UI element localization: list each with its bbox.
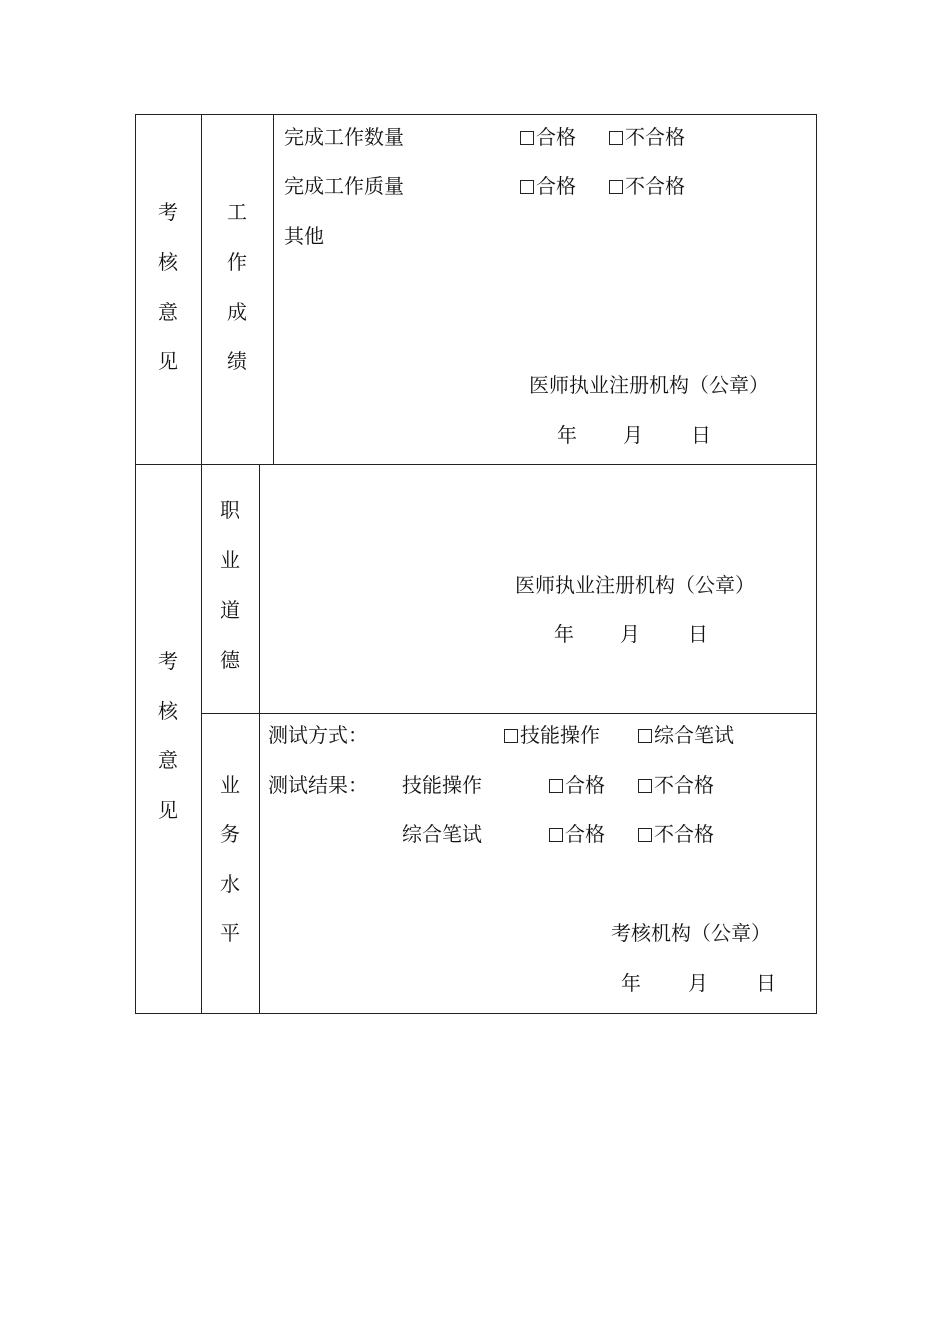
date-year: 年	[557, 423, 577, 447]
result-written-pass-option[interactable]	[549, 822, 605, 846]
date-month: 月	[623, 423, 643, 447]
result-written-label: 综合笔试	[402, 822, 482, 846]
label-char: 德	[220, 648, 240, 672]
result-practical-label: 技能操作	[402, 773, 482, 797]
date-year: 年	[554, 622, 574, 646]
result-practical-fail-option[interactable]	[638, 773, 714, 797]
checkbox-icon[interactable]	[638, 779, 652, 793]
label-char: 见	[158, 349, 178, 373]
registration-seal-label: 医师执业注册机构（公章）	[529, 373, 769, 397]
label-char: 核	[158, 250, 178, 274]
option-label: 合格	[565, 822, 605, 846]
date-year: 年	[621, 971, 641, 995]
checkbox-icon[interactable]	[638, 729, 652, 743]
work-quality-pass-option[interactable]	[520, 174, 576, 198]
section1-outer-column-line	[201, 114, 202, 464]
method-written-option[interactable]	[638, 723, 734, 747]
option-label: 合格	[536, 174, 576, 198]
result-practical-pass-option[interactable]	[549, 773, 605, 797]
section1-inner-column-line	[273, 114, 274, 464]
option-label: 不合格	[654, 773, 714, 797]
work-quantity-pass-option[interactable]	[520, 125, 576, 149]
checkbox-icon[interactable]	[549, 828, 563, 842]
option-label: 技能操作	[520, 723, 600, 747]
option-label: 合格	[536, 125, 576, 149]
test-result-label: 测试结果：	[268, 773, 368, 797]
section2-outer-column-line	[201, 464, 202, 1014]
test-method-label: 测试方式：	[268, 723, 368, 747]
work-quality-fail-option[interactable]	[609, 174, 685, 198]
ethics-skill-divider	[201, 713, 817, 714]
work-quality-label: 完成工作质量	[284, 174, 404, 198]
assessment-seal-label: 考核机构（公章）	[611, 921, 771, 945]
label-char: 业	[220, 548, 240, 572]
label-char: 业	[220, 773, 240, 797]
date-day: 日	[756, 971, 776, 995]
checkbox-icon[interactable]	[609, 131, 623, 145]
result-written-fail-option[interactable]	[638, 822, 714, 846]
option-label: 不合格	[654, 822, 714, 846]
method-practical-option[interactable]	[504, 723, 600, 747]
label-char: 绩	[227, 349, 247, 373]
other-label: 其他	[284, 224, 324, 248]
label-char: 意	[158, 300, 178, 324]
label-char: 水	[220, 872, 240, 896]
label-char: 作	[227, 250, 247, 274]
label-char: 意	[158, 748, 178, 772]
option-label: 不合格	[625, 174, 685, 198]
label-char: 平	[220, 921, 240, 945]
section-divider	[135, 464, 817, 465]
date-day: 日	[688, 622, 708, 646]
checkbox-icon[interactable]	[520, 180, 534, 194]
label-char: 务	[220, 822, 240, 846]
checkbox-icon[interactable]	[609, 180, 623, 194]
label-char: 职	[220, 498, 240, 522]
option-label: 综合笔试	[654, 723, 734, 747]
label-char: 考	[158, 649, 178, 673]
date-month: 月	[620, 622, 640, 646]
ethics-seal-label: 医师执业注册机构（公章）	[515, 573, 755, 597]
date-day: 日	[691, 423, 711, 447]
label-char: 道	[220, 598, 240, 622]
section2-inner-column-line	[259, 464, 260, 1014]
work-quantity-label: 完成工作数量	[284, 125, 404, 149]
label-char: 工	[227, 200, 247, 224]
label-char: 成	[227, 300, 247, 324]
work-quantity-fail-option[interactable]	[609, 125, 685, 149]
option-label: 合格	[565, 773, 605, 797]
option-label: 不合格	[625, 125, 685, 149]
date-month: 月	[688, 971, 708, 995]
checkbox-icon[interactable]	[638, 828, 652, 842]
checkbox-icon[interactable]	[504, 729, 518, 743]
label-char: 见	[158, 798, 178, 822]
label-char: 核	[158, 699, 178, 723]
checkbox-icon[interactable]	[549, 779, 563, 793]
checkbox-icon[interactable]	[520, 131, 534, 145]
label-char: 考	[158, 200, 178, 224]
